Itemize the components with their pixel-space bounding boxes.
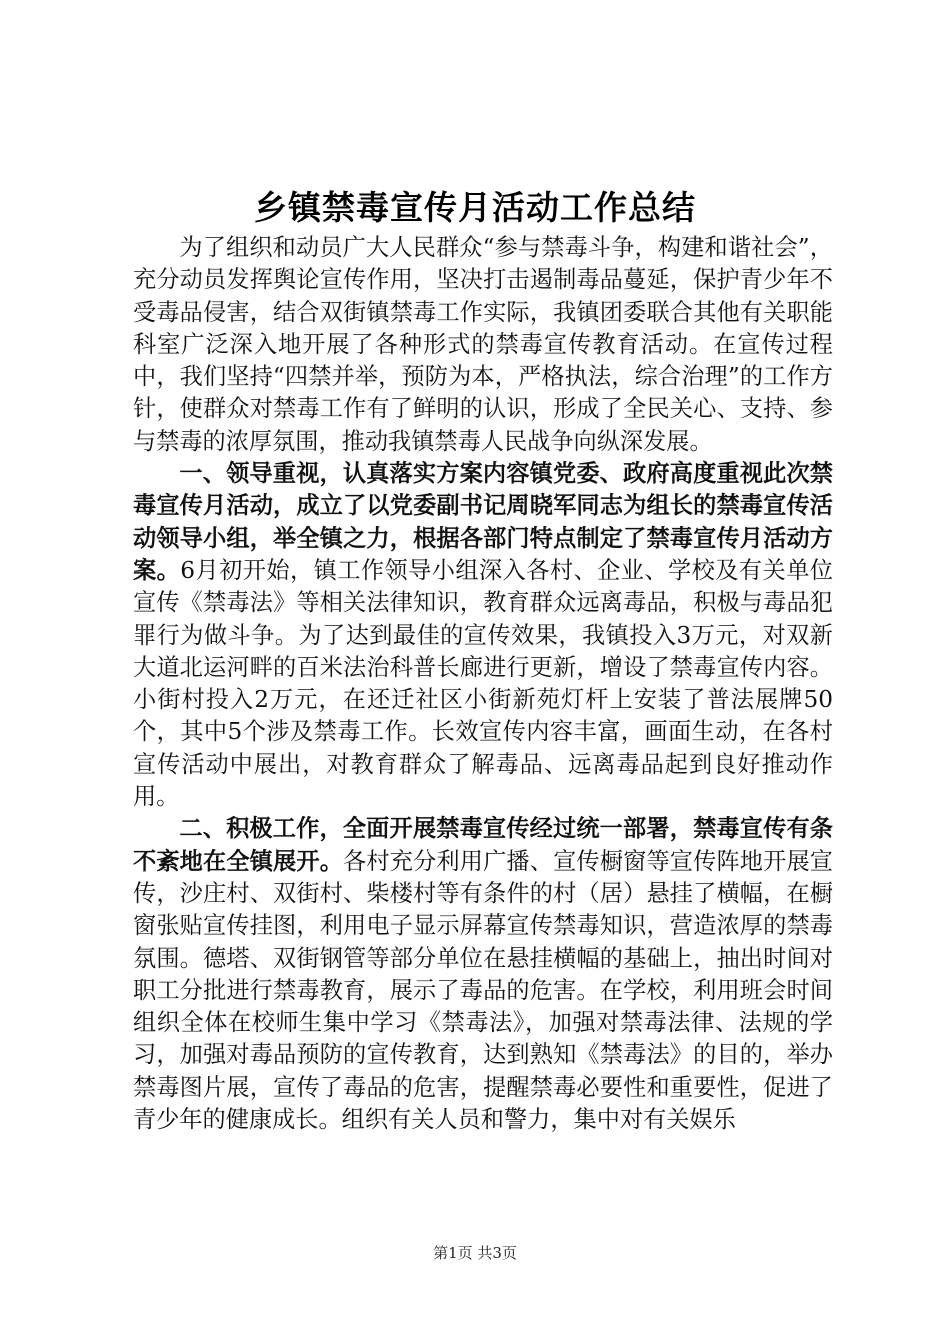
paragraph-section-2 [133,813,833,1136]
page-footer: 第1页 共3页 [433,1244,517,1262]
document-title: 乡镇禁毒宣传月活动工作总结 [254,188,696,227]
section-1-heading: 一、领导重视，认真落实方案内容镇党委、政府高度重视此次禁毒宣传月活动，成立了以党委副书记周晓军同志为组长的禁毒宣传活动领导小组，举全镇之力，根据各部门特点制定了禁毒宣传月活动方案。 [133,460,833,584]
paragraph-intro-text: 为了组织和动员广大人民群众“参与禁毒斗争，构建和谐社会”，充分动员发挥舆论宣传作用，坚决打击遏制毒品蔓延，保护青少年不受毒品侵害，结合双街镇禁毒工作实际，我镇团委联合其他有关职能科室广泛深入地开展了各种形式的禁毒宣传教育活动。在宣传过程中，我们坚持“四禁并举，预防为本，严格执法，综合治理”的工作方针，使群众对禁毒工作有了鲜明的认识，形成了全民关心、支持、参与禁毒的浓厚氛围，推动我镇禁毒人民战争向纵深发展。 [133,234,833,455]
paragraph-section-1 [133,458,833,813]
section-2-heading: 二、积极工作，全面开展禁毒宣传经过统一部署，禁毒宣传有条不紊地在全镇展开。 [133,815,833,875]
paragraph-intro [133,232,833,458]
section-2-text: 各村充分利用广播、宣传橱窗等宣传阵地开展宣传，沙庄村、双街村、柴楼村等有条件的村（居）悬挂了横幅，在橱窗张贴宣传挂图，利用电子显示屏幕宣传禁毒知识，营造浓厚的禁毒氛围。德塔、双街钢管等部分单位在悬挂横幅的基础上，抽出时间对职工分批进行禁毒教育，展示了毒品的危害。在学校，利用班会时间组织全体在校师生集中学习《禁毒法》，加强对禁毒法律、法规的学习，加强对毒品预防的宣传教育，达到熟知《禁毒法》的目的，举办禁毒图片展，宣传了毒品的危害，提醒禁毒必要性和重要性，促进了青少年的健康成长。组织有关人员和警力，集中对有关娱乐 [133,847,833,1134]
section-1-text: 6月初开始，镇工作领导小组深入各村、企业、学校及有关单位宣传《禁毒法》等相关法律知识，教育群众远离毒品，积极与毒品犯罪行为做斗争。为了达到最佳的宣传效果，我镇投入3万元，对双新大道北运河畔的百米法治科普长廊进行更新，增设了禁毒宣传内容。小街村投入2万元，在还迁社区小街新苑灯杆上安装了普法展牌50个，其中5个涉及禁毒工作。长效宣传内容丰富，画面生动，在各村宣传活动中展出，对教育群众了解毒品、远离毒品起到良好推动作用。 [133,556,834,811]
document-body [133,232,833,1136]
